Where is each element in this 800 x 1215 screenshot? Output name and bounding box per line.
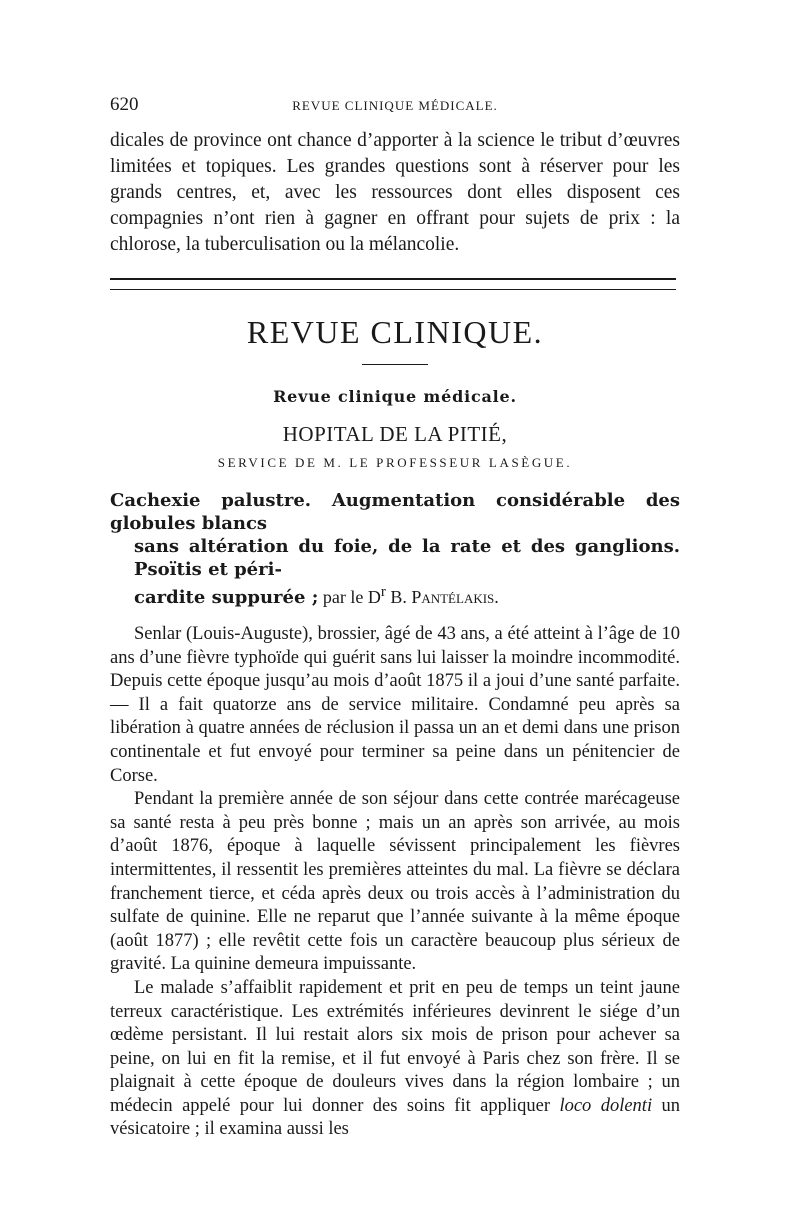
case-title-line-author bbox=[110, 581, 680, 609]
case-body bbox=[110, 623, 680, 1142]
book-page bbox=[110, 88, 680, 1142]
title-underline bbox=[362, 364, 428, 365]
author-sup: r bbox=[380, 584, 386, 600]
body-text-segment: Le malade s’affaiblit rapidement et prit en peu de temps un teint jaune terreux caractéristique. Les extrémités inférieures devinrent le siége d’un œdème persistant. Il lui restait alors six mois de prison pour achever sa peine, on lui en fit la remise, et il fut envoyé à Paris chez son frère. Il se plaignait à cette époque de douleurs vives dans la région lombaire ; un médecin appelé pour lui donner des soins fit appliquer bbox=[110, 977, 680, 1116]
body-text-segment: un vésicatoire ; il examina aussi les bbox=[110, 1095, 681, 1140]
case-title bbox=[110, 489, 680, 609]
subsection-title: Revue clinique médicale. bbox=[273, 387, 517, 406]
hospital-heading: HOPITAL DE LA PITIÉ, bbox=[282, 422, 508, 446]
author-prefix: par le D bbox=[318, 587, 381, 607]
case-title-line: sans altération du foie, de la rate et des ganglions. Psoïtis et péri- bbox=[134, 536, 680, 580]
body-paragraph: Pendant la première année de son séjour dans cette contrée marécageuse sa santé resta à peu près bonne ; mais un an après son arrivée, au mois d’août 1876, époque à laquelle sévissent principalement les fièvres intermittentes, il ressentit les premières atteintes du mal. La fièvre se déclara franchement tierce, et céda après deux ou trois accès à l’administration du sulfate de quinine. Elle ne reparut que l’année suivante à la même époque (août 1877) ; elle revêtit cette fois un caractère beaucoup plus sérieux de gravité. La quinine demeura impuissante. bbox=[110, 789, 680, 975]
running-title: REVUE CLINIQUE MÉDICALE. bbox=[292, 98, 498, 113]
section-divider bbox=[110, 278, 676, 290]
case-title-text: cardite suppurée ; bbox=[134, 587, 319, 608]
author-name: B. Pantélakis. bbox=[385, 587, 499, 607]
running-head bbox=[110, 88, 680, 122]
body-paragraph bbox=[110, 977, 680, 1142]
latin-phrase: loco dolenti bbox=[559, 1095, 653, 1116]
page-number: 620 bbox=[110, 94, 139, 115]
case-title-line: Cachexie palustre. Augmentation considérable des globules blancs bbox=[110, 490, 680, 534]
body-paragraph: Senlar (Louis-Auguste), brossier, âgé de 43 ans, a été atteint à l’âge de 10 ans d’une fièvre typhoïde qui guérit sans lui laisser la moindre incommodité. Depuis cette époque jusqu’au mois d’août 1875 il a joui d’une santé parfaite. — Il a fait quatorze ans de service militaire. Condamné peu après sa libération à quatre années de réclusion il passa un an et demi dans une prison continentale et fut envoyé pour terminer sa peine dans un pénitencier de Corse. bbox=[110, 624, 680, 786]
section-title: REVUE CLINIQUE. bbox=[246, 314, 544, 350]
service-heading: SERVICE DE M. LE PROFESSEUR LASÈGUE. bbox=[217, 455, 573, 470]
previous-article-ending: dicales de province ont chance d’apporter à la science le tribut d’œuvres limitées et topiques. Les grandes questions sont à réserver pour les grands centres, et, avec les ressources dont elles disposent ces compagnies n’ont rien à gagner en offrant pour sujets de prix : la chlorose, la tuberculisation ou la mélancolie. bbox=[110, 130, 680, 255]
author-credit bbox=[318, 584, 499, 607]
